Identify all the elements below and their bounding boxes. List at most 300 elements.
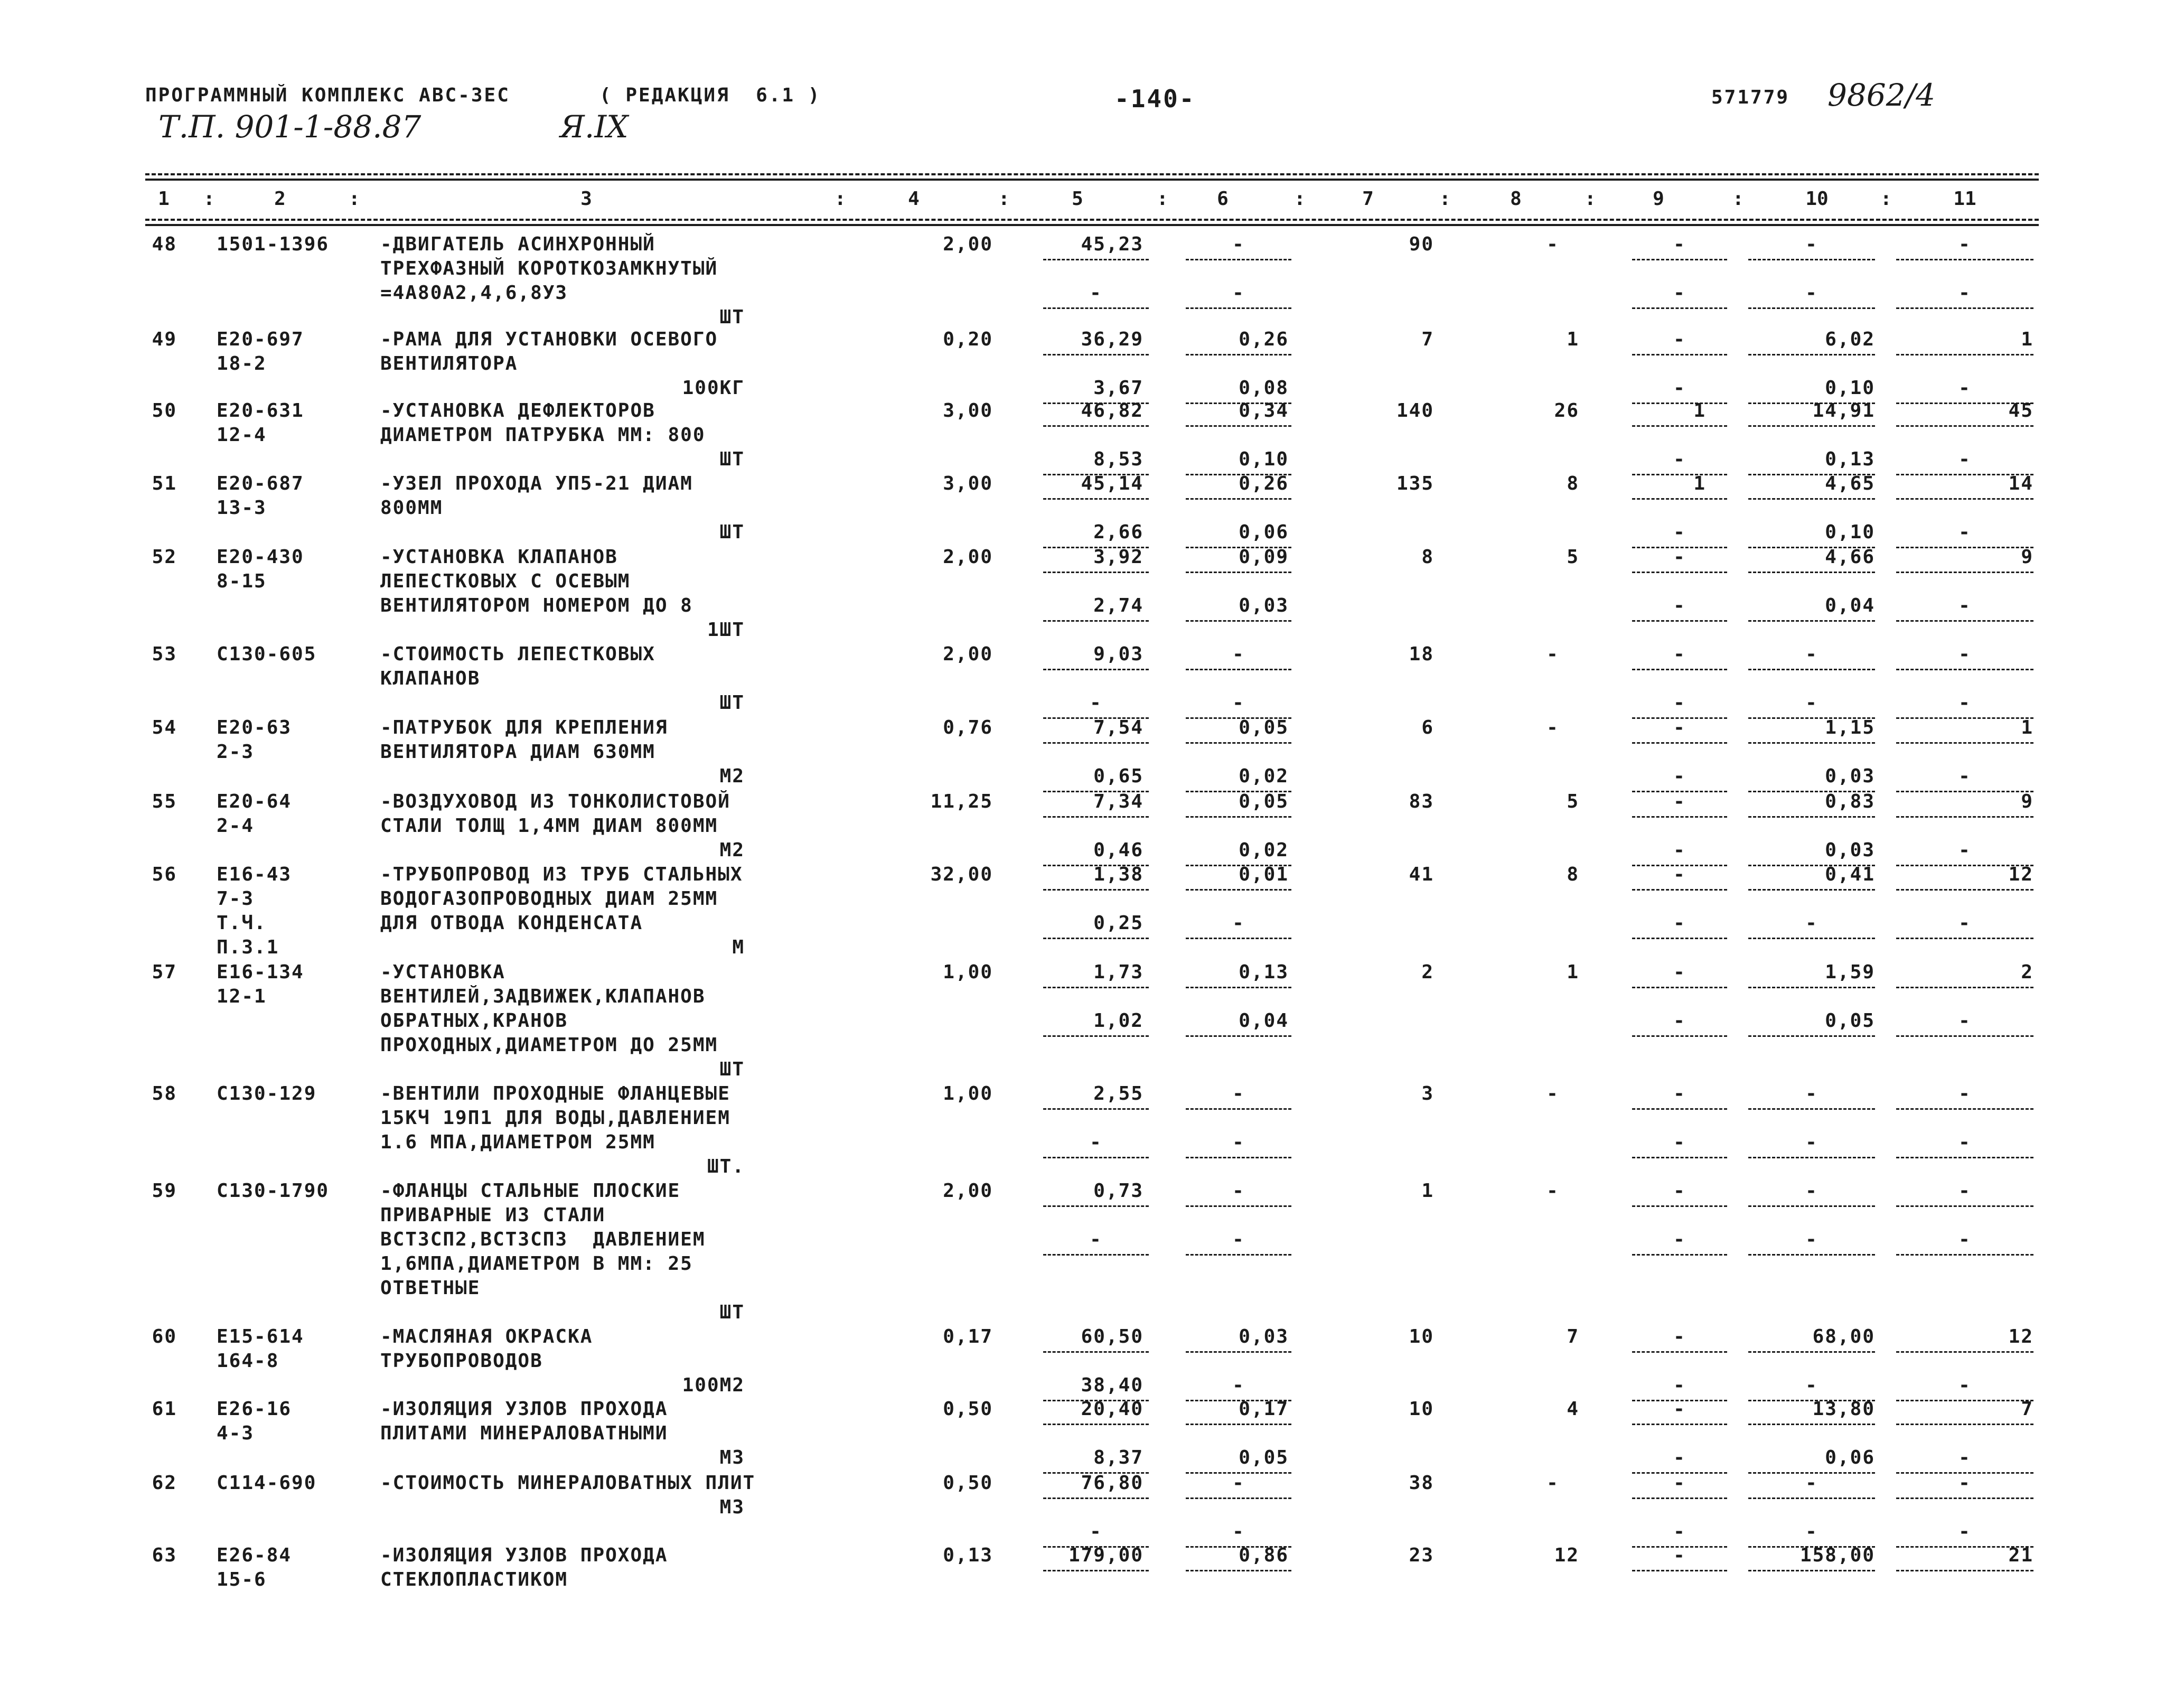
work-description: ПЛИТАМИ МИНЕРАЛОВАТНЫМИ — [380, 1422, 668, 1444]
value-c6-cost: 0,86 — [1239, 1544, 1289, 1566]
work-description: -УСТАНОВКА — [380, 961, 505, 983]
value-c5-wage: - — [1090, 1131, 1102, 1153]
value-underline — [1186, 987, 1291, 988]
value-c8: - — [1546, 1180, 1559, 1202]
value-c9-wage: - — [1673, 1229, 1686, 1250]
value-c11-cost: 12 — [2008, 1326, 2033, 1347]
value-underline — [1043, 1570, 1149, 1571]
value-underline — [1748, 742, 1875, 744]
value-underline — [1896, 1205, 2033, 1207]
value-underline — [1043, 1351, 1149, 1353]
column-header-2: 2 — [274, 188, 286, 210]
row-number: 60 — [152, 1326, 177, 1347]
value-underline — [1186, 1205, 1291, 1207]
value-c5-cost: 7,54 — [1093, 717, 1143, 738]
value-c10-wage: - — [1805, 912, 1818, 934]
rate-code: 15-6 — [217, 1569, 267, 1590]
value-c10-cost: - — [1805, 643, 1818, 665]
value-c11-cost: 14 — [2008, 473, 2033, 494]
value-underline — [1896, 259, 2033, 260]
value-underline — [1896, 425, 2033, 427]
column-header-8: 8 — [1510, 188, 1522, 210]
value-c11-cost: 21 — [2008, 1544, 2033, 1566]
value-c11-cost: 1 — [2021, 329, 2033, 350]
work-description: ЛЕПЕСТКОВЫХ С ОСЕВЫМ — [380, 570, 631, 592]
work-description: ДЛЯ ОТВОДА КОНДЕНСАТА — [380, 912, 643, 934]
column-header-11: 11 — [1953, 188, 1976, 210]
rate-code: Е16-43 — [217, 864, 292, 885]
work-description: -ИЗОЛЯЦИЯ УЗЛОВ ПРОХОДА — [380, 1544, 668, 1566]
value-underline — [1186, 354, 1291, 355]
value-c10-cost: 158,00 — [1799, 1544, 1875, 1566]
row-number: 48 — [152, 233, 177, 255]
value-underline — [1632, 1351, 1727, 1353]
value-underline — [1896, 498, 2033, 500]
work-description: -ВЕНТИЛИ ПРОХОДНЫЕ ФЛАНЦЕВЫЕ — [380, 1083, 730, 1104]
rate-code: С114-690 — [217, 1472, 317, 1494]
value-c5-wage: - — [1090, 692, 1102, 714]
value-c7: 41 — [1409, 864, 1434, 885]
rate-code: 12-1 — [217, 986, 267, 1007]
work-description: -ПАТРУБОК ДЛЯ КРЕПЛЕНИЯ — [380, 717, 668, 738]
value-underline — [1186, 1570, 1291, 1571]
value-c11-wage: - — [1958, 377, 1971, 399]
value-c11-wage: - — [1958, 765, 1971, 787]
rate-code: Е16-134 — [217, 961, 304, 983]
quantity-value: 1,00 — [943, 961, 993, 983]
work-description: -УСТАНОВКА ДЕФЛЕКТОРОВ — [380, 400, 655, 422]
value-c9-cost: - — [1673, 1472, 1686, 1494]
measure-unit: ШТ — [719, 1302, 745, 1323]
value-c10-cost: - — [1805, 233, 1818, 255]
value-underline — [1896, 1035, 2033, 1037]
measure-unit: 100КГ — [682, 377, 745, 399]
row-number: 54 — [152, 717, 177, 738]
value-c8: - — [1546, 1083, 1559, 1104]
work-description: ВЕНТИЛЕЙ,ЗАДВИЖЕК,КЛАПАНОВ — [380, 986, 706, 1007]
value-c6-wage: 0,05 — [1239, 1447, 1289, 1468]
value-underline — [1186, 425, 1291, 427]
value-underline — [1632, 742, 1727, 744]
value-underline — [1043, 498, 1149, 500]
value-underline — [1748, 1570, 1875, 1571]
value-c11-wage: - — [1958, 282, 1971, 304]
value-underline — [1896, 669, 2033, 670]
value-c8: 5 — [1567, 546, 1579, 568]
value-c10-wage: - — [1805, 282, 1818, 304]
value-c6-cost: 0,26 — [1239, 329, 1289, 350]
quantity-value: 0,50 — [943, 1472, 993, 1494]
value-underline — [1896, 1351, 2033, 1353]
value-c10-wage: 0,03 — [1825, 839, 1875, 861]
value-c11-wage: - — [1958, 595, 1971, 616]
header-rule-top-2 — [145, 179, 2039, 181]
value-underline — [1043, 620, 1149, 622]
value-underline — [1186, 1254, 1291, 1256]
rate-code: С130-1790 — [217, 1180, 330, 1202]
header-rule-bottom-2 — [145, 224, 2039, 226]
value-underline — [1896, 1254, 2033, 1256]
value-c10-wage: - — [1805, 1229, 1818, 1250]
rate-code: 8-15 — [217, 570, 267, 592]
header-rule-bottom — [145, 219, 2039, 221]
measure-unit: ШТ. — [707, 1156, 745, 1177]
quantity-value: 2,00 — [943, 546, 993, 568]
value-underline — [1043, 1424, 1149, 1425]
rate-code: Е20-430 — [217, 546, 304, 568]
value-c11-cost: - — [1958, 1180, 1971, 1202]
value-c5-cost: 9,03 — [1093, 643, 1143, 665]
value-underline — [1896, 354, 2033, 355]
work-description: -ФЛАНЦЫ СТАЛЬНЫЕ ПЛОСКИЕ — [380, 1180, 681, 1202]
value-c9-wage: - — [1673, 765, 1686, 787]
value-c5-cost: 60,50 — [1081, 1326, 1143, 1347]
measure-unit: ШТ — [719, 448, 745, 470]
quantity-value: 2,00 — [943, 233, 993, 255]
value-underline — [1632, 259, 1727, 260]
value-c11-wage: - — [1958, 912, 1971, 934]
value-underline — [1186, 1157, 1291, 1158]
work-description: 800ММ — [380, 497, 443, 519]
value-c5-cost: 76,80 — [1081, 1472, 1143, 1494]
program-title: ПРОГРАММНЫЙ КОМПЛЕКС АВС-3ЕС — [145, 85, 510, 106]
value-c8: 1 — [1567, 961, 1579, 983]
value-c10-cost: 0,83 — [1825, 791, 1875, 812]
column-separator: : — [1439, 188, 1451, 210]
value-c9-cost: - — [1673, 1083, 1686, 1104]
value-c6-wage: - — [1232, 1131, 1245, 1153]
value-c7: 135 — [1396, 473, 1434, 494]
value-c5-cost: 1,73 — [1093, 961, 1143, 983]
value-underline — [1896, 1400, 2033, 1401]
column-header-4: 4 — [908, 188, 920, 210]
column-separator: : — [349, 188, 360, 210]
row-number: 52 — [152, 546, 177, 568]
value-c11-cost: 1 — [2021, 717, 2033, 738]
value-c7: 140 — [1396, 400, 1434, 422]
measure-unit: ШТ — [719, 692, 745, 714]
value-c10-wage: 0,10 — [1825, 521, 1875, 543]
rate-code: 4-3 — [217, 1422, 255, 1444]
rate-code: С130-605 — [217, 643, 317, 665]
rate-code: Е15-614 — [217, 1326, 304, 1347]
value-c7: 3 — [1421, 1083, 1434, 1104]
value-c8: 26 — [1554, 400, 1579, 422]
value-underline — [1632, 987, 1727, 988]
row-number: 57 — [152, 961, 177, 983]
value-c6-wage: - — [1232, 1229, 1245, 1250]
value-underline — [1896, 1424, 2033, 1425]
row-number: 63 — [152, 1544, 177, 1566]
quantity-value: 0,20 — [943, 329, 993, 350]
value-underline — [1043, 1497, 1149, 1499]
value-underline — [1896, 547, 2033, 548]
column-separator: : — [835, 188, 846, 210]
value-underline — [1896, 572, 2033, 573]
value-underline — [1896, 791, 2033, 792]
value-c7: 8 — [1421, 546, 1434, 568]
value-underline — [1632, 1497, 1727, 1499]
value-underline — [1896, 717, 2033, 719]
value-underline — [1748, 1035, 1875, 1037]
value-c7: 10 — [1409, 1398, 1434, 1420]
column-header-5: 5 — [1072, 188, 1083, 210]
value-c10-cost: - — [1805, 1083, 1818, 1104]
value-c11-wage: - — [1958, 1229, 1971, 1250]
quantity-value: 2,00 — [943, 643, 993, 665]
value-c9-cost: - — [1673, 791, 1686, 812]
value-underline — [1632, 938, 1727, 939]
value-c6-cost: 0,05 — [1239, 791, 1289, 812]
work-description: -СТОИМОСТЬ МИНЕРАЛОВАТНЫХ ПЛИТ — [380, 1472, 756, 1494]
value-c5-cost: 7,34 — [1093, 791, 1143, 812]
work-description: СТЕКЛОПЛАСТИКОМ — [380, 1569, 568, 1590]
value-c9-cost: - — [1673, 1544, 1686, 1566]
work-description: -ВОЗДУХОВОД ИЗ ТОНКОЛИСТОВОЙ — [380, 791, 730, 812]
value-c11-wage: - — [1958, 692, 1971, 714]
value-c10-cost: 4,65 — [1825, 473, 1875, 494]
value-c11-cost: 7 — [2021, 1398, 2033, 1420]
value-underline — [1748, 259, 1875, 260]
value-underline — [1632, 354, 1727, 355]
value-c9-cost: - — [1673, 329, 1686, 350]
rate-code: Е26-16 — [217, 1398, 292, 1420]
value-c10-wage: 0,04 — [1825, 595, 1875, 616]
value-underline — [1043, 987, 1149, 988]
value-underline — [1632, 572, 1727, 573]
value-c9-wage: - — [1673, 521, 1686, 543]
handwritten-album-number: Я.IX — [560, 109, 629, 145]
work-description: ВЕНТИЛЯТОРОМ НОМЕРОМ ДО 8 — [380, 595, 693, 616]
value-c10-cost: 68,00 — [1812, 1326, 1875, 1347]
quantity-value: 3,00 — [943, 400, 993, 422]
value-underline — [1896, 1157, 2033, 1158]
value-c6-wage: 0,04 — [1239, 1010, 1289, 1032]
measure-unit: М2 — [719, 839, 745, 861]
value-underline — [1043, 1205, 1149, 1207]
value-c11-wage: - — [1958, 839, 1971, 861]
quantity-value: 1,00 — [943, 1083, 993, 1104]
value-underline — [1748, 1424, 1875, 1425]
value-c9-cost: - — [1673, 1398, 1686, 1420]
quantity-value: 0,50 — [943, 1398, 993, 1420]
value-c5-cost: 36,29 — [1081, 329, 1143, 350]
rate-code: 164-8 — [217, 1350, 279, 1372]
value-c5-wage: - — [1090, 1229, 1102, 1250]
value-c9-cost: - — [1673, 1180, 1686, 1202]
rate-code: Е20-631 — [217, 400, 304, 422]
work-description: 15КЧ 19П1 ДЛЯ ВОДЫ,ДАВЛЕНИЕМ — [380, 1107, 730, 1129]
column-separator: : — [203, 188, 215, 210]
column-separator: : — [1585, 188, 1596, 210]
value-c6-wage: - — [1232, 1521, 1245, 1542]
work-description: ДИАМЕТРОМ ПАТРУБКА ММ: 800 — [380, 424, 706, 446]
value-underline — [1186, 1108, 1291, 1110]
value-c10-cost: 4,66 — [1825, 546, 1875, 568]
value-c10-wage: - — [1805, 1521, 1818, 1542]
value-underline — [1748, 354, 1875, 355]
rate-code: П.3.1 — [217, 937, 279, 958]
value-c8: 5 — [1567, 791, 1579, 812]
value-underline — [1748, 889, 1875, 891]
value-c8: - — [1546, 233, 1559, 255]
value-c5-wage: 2,66 — [1093, 521, 1143, 543]
value-c8: 8 — [1567, 864, 1579, 885]
value-c9-wage: - — [1673, 912, 1686, 934]
value-c5-cost: 179,00 — [1068, 1544, 1143, 1566]
value-c7: 23 — [1409, 1544, 1434, 1566]
work-description: ВЕНТИЛЯТОРА ДИАМ 630ММ — [380, 741, 655, 763]
value-underline — [1186, 1424, 1291, 1425]
row-number: 51 — [152, 473, 177, 494]
value-c8: 8 — [1567, 473, 1579, 494]
row-number: 58 — [152, 1083, 177, 1104]
rate-code: Е20-687 — [217, 473, 304, 494]
value-underline — [1748, 1205, 1875, 1207]
value-c5-wage: - — [1090, 282, 1102, 304]
value-c9-wage: - — [1673, 448, 1686, 470]
value-underline — [1632, 307, 1727, 309]
row-number: 61 — [152, 1398, 177, 1420]
value-c8: 1 — [1567, 329, 1579, 350]
value-c11-cost: 2 — [2021, 961, 2033, 983]
value-c10-wage: 0,13 — [1825, 448, 1875, 470]
value-c10-cost: 13,80 — [1812, 1398, 1875, 1420]
value-c11-wage: - — [1958, 521, 1971, 543]
column-separator: : — [1732, 188, 1744, 210]
value-underline — [1748, 938, 1875, 939]
value-c7: 18 — [1409, 643, 1434, 665]
value-c9-wage: - — [1673, 1131, 1686, 1153]
value-c6-cost: - — [1232, 233, 1245, 255]
rate-code: 13-3 — [217, 497, 267, 519]
value-c11-cost: - — [1958, 233, 1971, 255]
value-c6-wage: - — [1232, 912, 1245, 934]
value-c6-wage: - — [1232, 692, 1245, 714]
work-description: -УСТАНОВКА КЛАПАНОВ — [380, 546, 618, 568]
value-c6-cost: 0,05 — [1239, 717, 1289, 738]
value-underline — [1896, 889, 2033, 891]
rate-code: Е20-63 — [217, 717, 292, 738]
value-c9-wage: - — [1673, 377, 1686, 399]
value-underline — [1896, 1497, 2033, 1499]
quantity-value: 0,76 — [943, 717, 993, 738]
value-underline — [1043, 425, 1149, 427]
value-c9-cost: - — [1673, 546, 1686, 568]
value-c11-wage: - — [1958, 448, 1971, 470]
column-header-10: 10 — [1805, 188, 1829, 210]
value-underline — [1632, 1424, 1727, 1425]
value-underline — [1043, 816, 1149, 818]
value-c11-cost: 9 — [2021, 791, 2033, 812]
value-c5-cost: 45,23 — [1081, 233, 1143, 255]
value-underline — [1896, 1570, 2033, 1571]
rate-code: 2-4 — [217, 815, 255, 837]
value-c6-cost: - — [1232, 643, 1245, 665]
value-c9-wage: - — [1673, 692, 1686, 714]
measure-unit: ШТ — [719, 1059, 745, 1080]
value-underline — [1896, 1108, 2033, 1110]
value-underline — [1748, 1254, 1875, 1256]
value-c10-cost: - — [1805, 1180, 1818, 1202]
value-c10-cost: 0,41 — [1825, 864, 1875, 885]
value-c11-wage: - — [1958, 1374, 1971, 1396]
quantity-value: 2,00 — [943, 1180, 993, 1202]
document-code: 571779 — [1711, 87, 1790, 108]
value-underline — [1632, 498, 1727, 500]
value-c6-cost: 0,13 — [1239, 961, 1289, 983]
value-c6-wage: 0,08 — [1239, 377, 1289, 399]
value-c5-wage: 0,65 — [1093, 765, 1143, 787]
value-c7: 2 — [1421, 961, 1434, 983]
value-c5-cost: 46,82 — [1081, 400, 1143, 422]
value-underline — [1632, 889, 1727, 891]
value-c6-cost: 0,03 — [1239, 1326, 1289, 1347]
value-c9-cost: 1 — [1693, 473, 1706, 494]
value-c6-wage: 0,02 — [1239, 839, 1289, 861]
value-c5-wage: - — [1090, 1521, 1102, 1542]
column-separator: : — [1157, 188, 1168, 210]
quantity-value: 3,00 — [943, 473, 993, 494]
rate-code: Е20-697 — [217, 329, 304, 350]
work-description: КЛАПАНОВ — [380, 668, 481, 689]
value-c6-wage: 0,06 — [1239, 521, 1289, 543]
value-c6-cost: - — [1232, 1472, 1245, 1494]
quantity-value: 11,25 — [930, 791, 993, 812]
column-header-3: 3 — [580, 188, 592, 210]
column-separator: : — [1880, 188, 1892, 210]
column-header-6: 6 — [1217, 188, 1229, 210]
value-c5-cost: 3,92 — [1093, 546, 1143, 568]
value-underline — [1632, 669, 1727, 670]
value-underline — [1186, 742, 1291, 744]
measure-unit: ШТ — [719, 306, 745, 328]
value-c9-cost: - — [1673, 961, 1686, 983]
value-c7: 1 — [1421, 1180, 1434, 1202]
value-c6-cost: - — [1232, 1180, 1245, 1202]
value-underline — [1186, 572, 1291, 573]
value-c6-cost: 0,17 — [1239, 1398, 1289, 1420]
edition-label: ( РЕДАКЦИЯ 6.1 ) — [599, 85, 821, 106]
value-c11-cost: - — [1958, 643, 1971, 665]
value-underline — [1186, 816, 1291, 818]
value-c9-cost: - — [1673, 717, 1686, 738]
work-description: СТАЛИ ТОЛЩ 1,4ММ ДИАМ 800ММ — [380, 815, 718, 837]
value-underline — [1043, 1035, 1149, 1037]
value-underline — [1632, 816, 1727, 818]
value-c10-wage: 0,06 — [1825, 1447, 1875, 1468]
value-underline — [1043, 354, 1149, 355]
value-c6-cost: - — [1232, 1083, 1245, 1104]
value-c5-cost: 20,40 — [1081, 1398, 1143, 1420]
value-c11-cost: 45 — [2008, 400, 2033, 422]
work-description: -УЗЕЛ ПРОХОДА УП5-21 ДИАМ — [380, 473, 693, 494]
value-c11-wage: - — [1958, 1131, 1971, 1153]
rate-code: 18-2 — [217, 353, 267, 375]
value-underline — [1896, 620, 2033, 622]
rate-code: 7-3 — [217, 888, 255, 910]
column-header-9: 9 — [1653, 188, 1664, 210]
value-c6-wage: 0,03 — [1239, 595, 1289, 616]
value-c6-wage: 0,02 — [1239, 765, 1289, 787]
value-c5-wage: 2,74 — [1093, 595, 1143, 616]
value-c5-wage: 1,02 — [1093, 1010, 1143, 1032]
work-description: ОБРАТНЫХ,КРАНОВ — [380, 1010, 568, 1032]
work-description: -РАМА ДЛЯ УСТАНОВКИ ОСЕВОГО — [380, 329, 718, 350]
value-c9-wage: - — [1673, 1010, 1686, 1032]
value-c9-cost: 1 — [1693, 400, 1706, 422]
value-underline — [1186, 1351, 1291, 1353]
